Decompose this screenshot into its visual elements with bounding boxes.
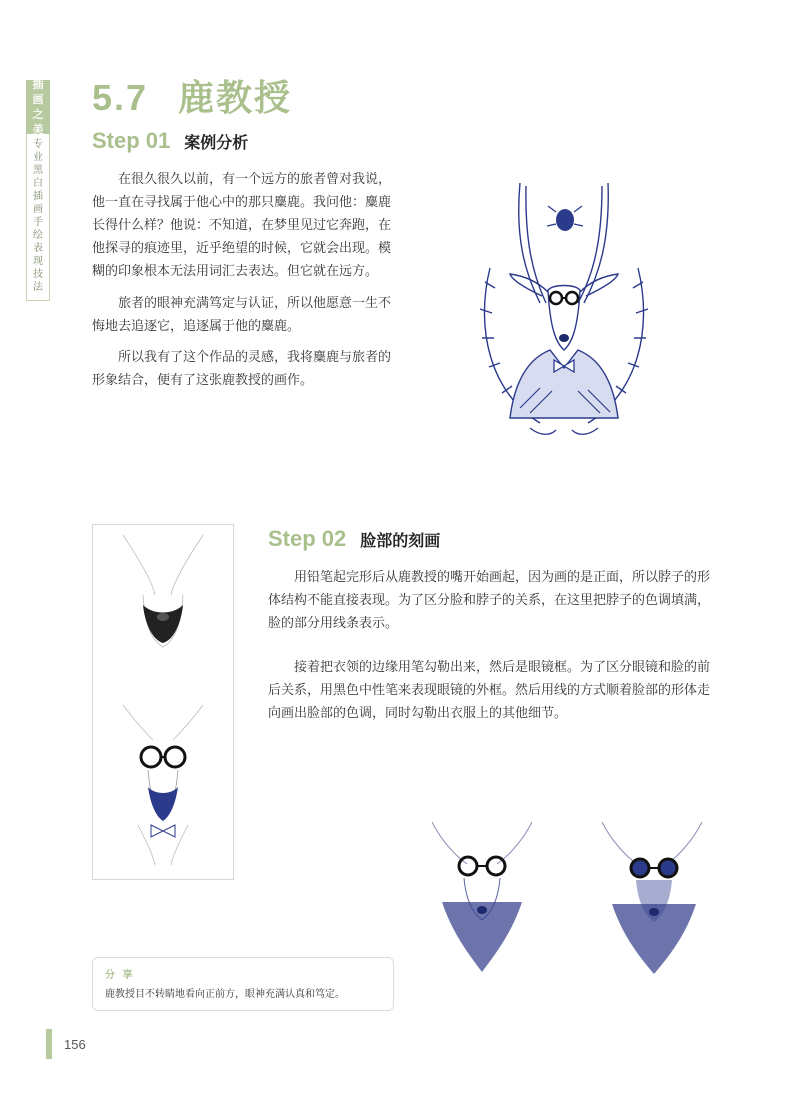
share-note (92, 957, 394, 1011)
tab-char: 白 (33, 178, 43, 189)
tab-char: 画 (32, 93, 44, 106)
book-subtitle-tab (26, 134, 50, 301)
tab-char: 技 (33, 269, 43, 280)
tab-char: 手 (33, 217, 43, 228)
side-tab (26, 80, 50, 301)
sketch-progress-frame (92, 524, 234, 880)
tab-char: 法 (33, 282, 43, 293)
step-name: 案例分析 (184, 133, 249, 152)
tab-char: 插 (32, 78, 44, 91)
step-label: Step 01 (92, 128, 171, 153)
tab-char: 业 (33, 152, 43, 163)
step-name: 脸部的刻画 (360, 531, 441, 550)
step-01-paragraph: 所以我有了这个作品的灵感，我将麋鹿与旅者的形象结合，便有了这张鹿教授的画作。 (92, 350, 392, 388)
sketch-illustration (93, 525, 233, 879)
tab-char: 画 (33, 204, 43, 215)
step-02-paragraph: 接着把衣领的边缘用笔勾勒出来，然后是眼镜框。为了区分眼镜和脸的前后关系，用黑色中性笔来表现眼镜的外框。然后用线的方式顺着脸部的形体走向画出脸部的色调，同时勾勒出衣服上的其他细节。 (268, 660, 711, 721)
tab-char: 表 (33, 243, 43, 254)
page-number: 156 (64, 1037, 86, 1052)
book-category-tab (26, 80, 50, 134)
section-number: 5.7 (92, 77, 149, 118)
tab-char: 绘 (33, 230, 43, 241)
tab-char: 美 (32, 123, 44, 136)
share-text: 鹿教授目不转睛地看向正前方，眼神充满认真和笃定。 (105, 989, 345, 1000)
section-title (92, 70, 292, 121)
share-title: 分 享 (105, 970, 135, 981)
step-01-paragraph: 旅者的眼神充满笃定与认证，所以他愿意一生不悔地去追逐它，追逐属于他的麋鹿。 (92, 296, 392, 334)
tab-char: 之 (32, 108, 44, 121)
step-02-heading (268, 526, 440, 552)
tab-char: 黑 (33, 165, 43, 176)
tab-char: 专 (33, 139, 43, 150)
step-01-heading (92, 128, 248, 154)
step-02-paragraph: 用铅笔起完形后从鹿教授的嘴开始画起，因为画的是正面，所以脖子的形体结构不能直接表现。为了区分脸和脖子的关系，在这里把脖子的色调填满，脸的部分用线条表示。 (268, 570, 711, 631)
tab-char: 现 (33, 256, 43, 267)
tab-char: 插 (33, 191, 43, 202)
deer-professor-illustration (470, 178, 660, 443)
step-01-paragraph: 在很久很久以前，有一个远方的旅者曾对我说，他一直在寻找属于他心中的那只麋鹿。我问他：麋鹿长得什么样？他说：不知道，在梦里见过它奔跑，在他探寻的痕迹里，近乎绝望的时候，它就会出现。模糊的印象根本无法用词汇去表达。但它就在远方。 (92, 172, 392, 279)
deer-face-progress-illustration (412, 792, 712, 1002)
step-label: Step 02 (268, 526, 347, 551)
section-heading: 鹿教授 (178, 77, 293, 118)
page-number-bar (46, 1029, 52, 1059)
